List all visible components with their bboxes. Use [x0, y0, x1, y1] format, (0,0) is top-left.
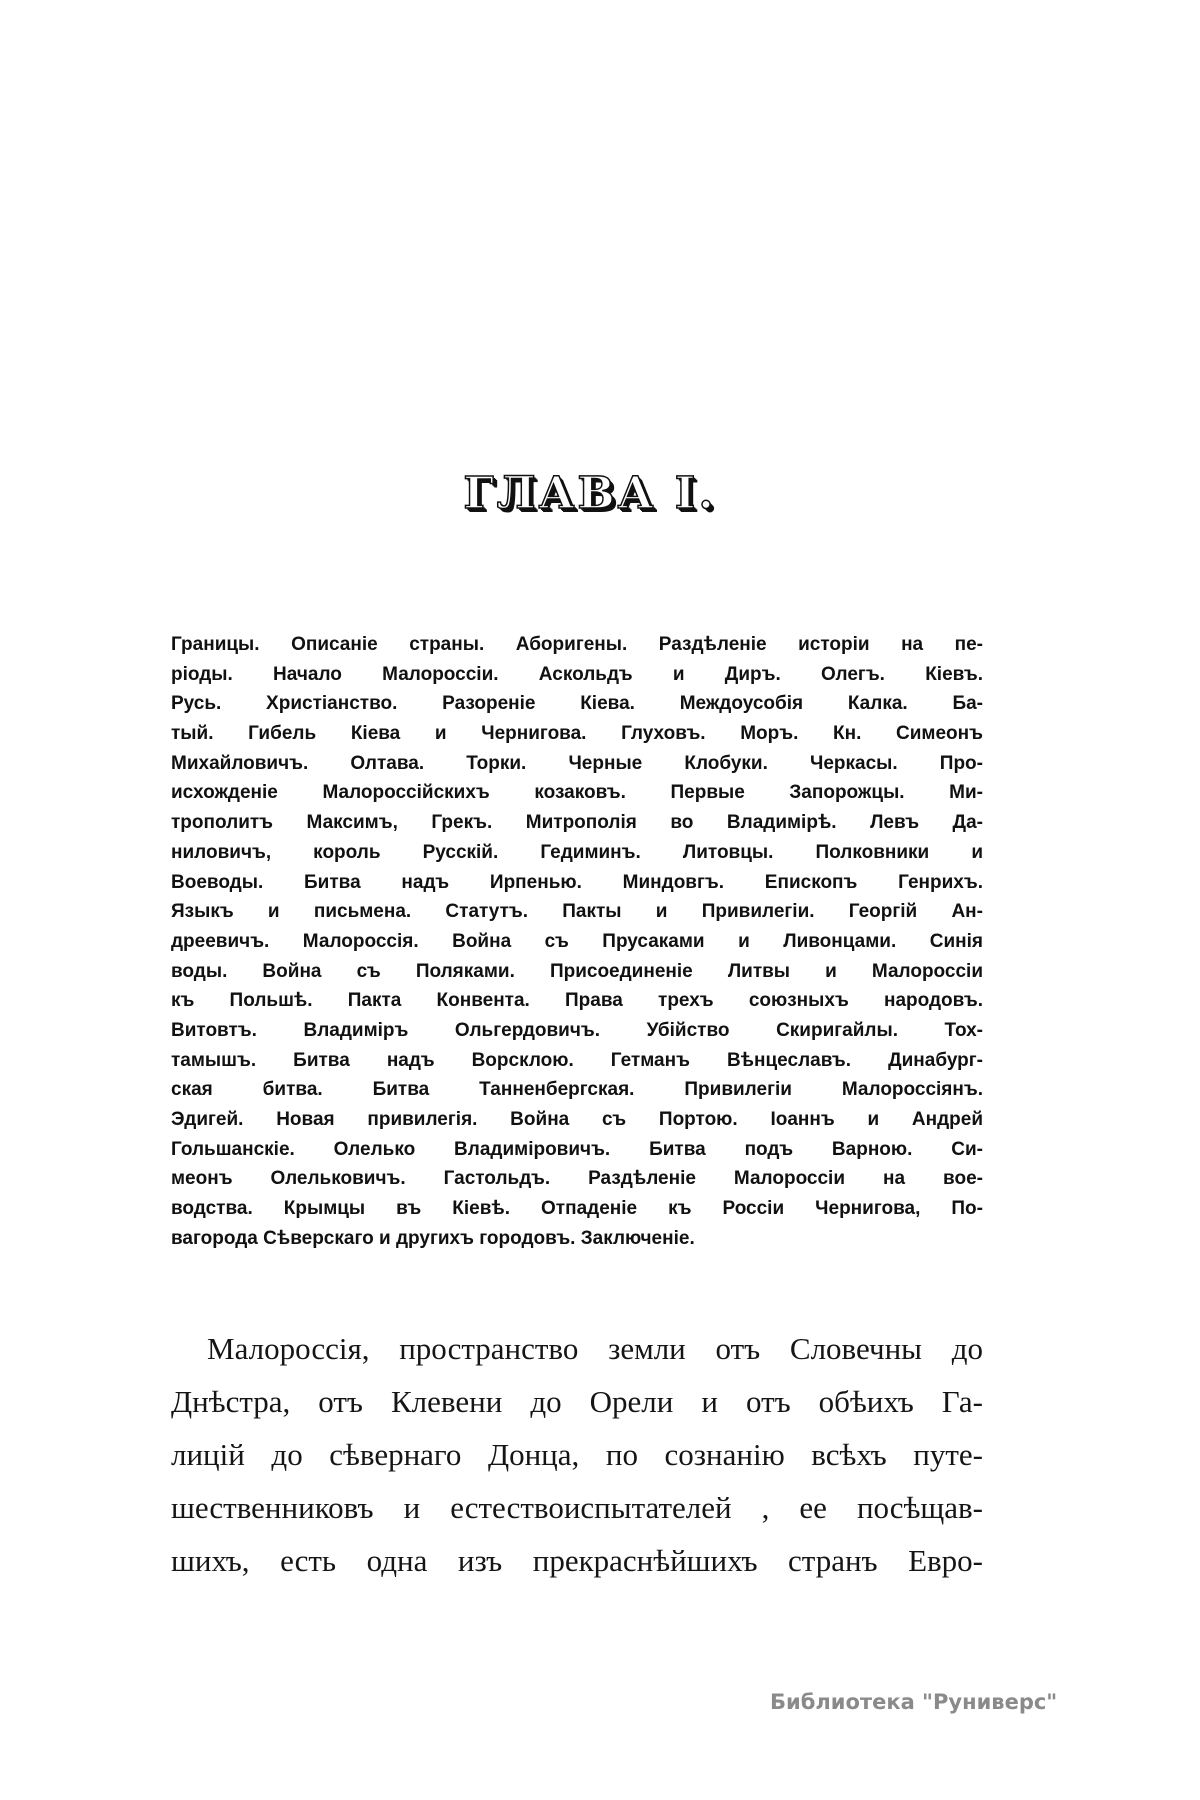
summary-line: Эдигей. Новая привилегія. Война съ Портою. Іоаннъ и Андрей [171, 1109, 983, 1130]
summary-line: исхожденіе Малороссійскихъ козаковъ. Первые Запорожцы. Ми- [171, 782, 983, 804]
library-watermark: Библиотека "Руниверс" [770, 1690, 1058, 1714]
summary-line: вагорода Сѣверскаго и другихъ городовъ. Заключеніе. [171, 1227, 695, 1249]
chapter-title: ГЛАВА I. [463, 468, 717, 519]
summary-line: дреевичъ. Малороссія. Война съ Прусаками и Ливонцами. Синія [171, 930, 983, 952]
summary-line: водства. Крымцы въ Кіевѣ. Отпаденіе къ Россіи Чернигова, По- [171, 1198, 983, 1220]
body-line: шихъ, есть одна изъ прекраснѣйшихъ странъ Евро- [171, 1543, 983, 1578]
body-line: лицій до сѣвернаго Донца, по сознанію всѣхъ путе- [171, 1437, 983, 1472]
summary-line: къ Польшѣ. Пакта Конвента. Права трехъ союзныхъ народовъ. [171, 990, 983, 1012]
summary-line: трополитъ Максимъ, Грекъ. Митрополія во Владимірѣ. Левъ Да- [171, 812, 983, 834]
summary-line: ская битва. Битва Танненбергская. Привилегіи Малороссіянъ. [171, 1079, 983, 1101]
body-line: Малороссія, пространство земли отъ Словечны до [207, 1331, 983, 1366]
summary-line: тамышъ. Битва надъ Ворсклою. Гетманъ Вѣнцеславъ. Динабург- [171, 1049, 983, 1071]
body-paragraph [171, 1322, 983, 1587]
summary-line: ниловичъ, король Русскій. Гедиминъ. Литовцы. Полковники и [171, 841, 983, 863]
summary-line: Гольшанскіе. Олелько Владиміровичъ. Битва подъ Варною. Си- [171, 1138, 983, 1160]
body-line: Днѣстра, отъ Клевени до Орели и отъ обѣихъ Га- [171, 1384, 983, 1419]
summary-line: меонъ Олельковичъ. Гастольдъ. Раздѣленіе Малороссіи на вое- [171, 1168, 983, 1190]
summary-line: Границы. Описаніе страны. Аборигены. Раздѣленіе исторіи на пе- [171, 634, 983, 655]
body-line: шественниковъ и естествоиспытателей , ее посѣщав- [171, 1490, 983, 1525]
summary-line: тый. Гибель Кіева и Чернигова. Глуховъ. Моръ. Кн. Симеонъ [171, 723, 983, 745]
summary-line: Витовтъ. Владиміръ Ольгердовичъ. Убійство Скиригайлы. Тох- [171, 1019, 983, 1041]
summary-line: Русь. Христіанство. Разореніе Кіева. Междоусобія Калка. Ба- [171, 693, 983, 715]
summary-line: Михайловичъ. Олтава. Торки. Черные Клобуки. Черкасы. Про- [171, 752, 983, 774]
chapter-summary [171, 630, 983, 1253]
summary-line: ріоды. Начало Малороссіи. Аскольдъ и Диръ. Олегъ. Кіевъ. [171, 663, 983, 685]
summary-line: воды. Война съ Поляками. Присоединеніе Литвы и Малороссіи [171, 960, 983, 982]
summary-line: Воеводы. Битва надъ Ирпенью. Миндовгъ. Епископъ Генрихъ. [171, 871, 983, 893]
summary-line: Языкъ и письмена. Статутъ. Пакты и Привилегіи. Георгій Ан- [171, 901, 983, 923]
